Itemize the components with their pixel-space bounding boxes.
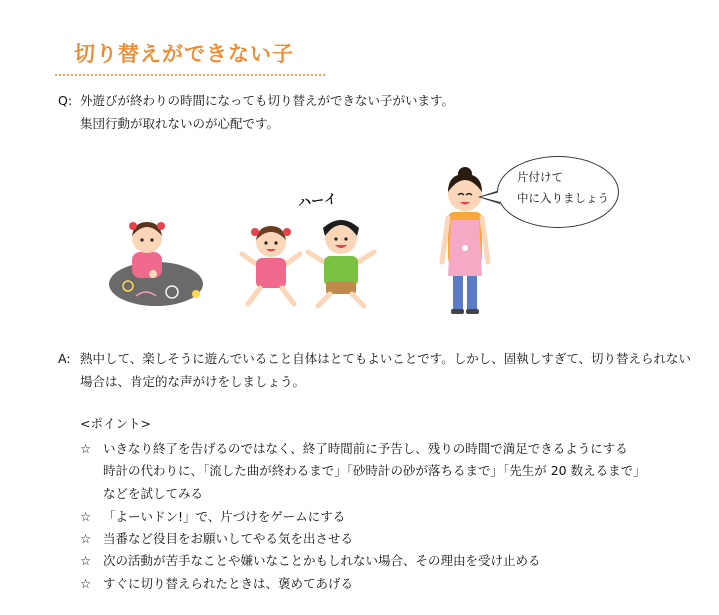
points-heading: <ポイント>	[80, 416, 151, 431]
point-line: いきなり終了を告げるのではなく、終了時間前に予告し、残りの時間で満足できるようにする	[103, 441, 628, 456]
answer-label: A:	[58, 351, 71, 366]
girl-drawing-chalk-illustration	[106, 212, 216, 312]
point-line: 時計の代わりに、「流した曲が終わるまで」「砂時計の砂が落ちるまで」「先生が 20 数えるまで」	[103, 463, 646, 478]
speech-line: 片付けて	[517, 170, 563, 184]
question-line: 外遊びが終わりの時間になっても切り替えができない子がいます。	[80, 93, 455, 108]
point-line: 当番など役目をお願いしてやる気を出させる	[103, 531, 354, 546]
answer-line: 場合は、肯定的な声がけをしましょう。	[80, 374, 306, 389]
title-underline	[54, 73, 326, 77]
point-line: すぐに切り替えられたときは、褒めてあげる	[103, 576, 354, 591]
teacher-illustration	[436, 166, 494, 316]
speech-line: 中に入りましょう	[517, 191, 609, 205]
point-line: 次の活動が苦手なことや嫌いなことかもしれない場合、その理由を受け止める	[103, 553, 541, 568]
jumping-girl-illustration	[236, 220, 306, 312]
star-bullet: ☆	[80, 531, 92, 546]
jumping-boy-illustration	[302, 212, 380, 312]
point-line: などを試してみる	[103, 486, 204, 501]
star-bullet: ☆	[80, 576, 92, 591]
star-bullet: ☆	[80, 509, 92, 524]
question-label: Q:	[58, 93, 73, 108]
star-bullet: ☆	[80, 553, 92, 568]
page-title: 切り替えができない子	[74, 42, 294, 66]
point-line: 「よーいドン!」で、片づけをゲームにする	[103, 509, 346, 524]
question-line: 集団行動が取れないのが心配です。	[80, 116, 280, 131]
answer-line: 熱中して、楽しそうに遊んでいること自体はとてもよいことです。しかし、固執しすぎて、切り替えられない	[80, 351, 692, 366]
star-bullet: ☆	[80, 441, 92, 456]
shout-text: ハーイ	[297, 191, 338, 211]
